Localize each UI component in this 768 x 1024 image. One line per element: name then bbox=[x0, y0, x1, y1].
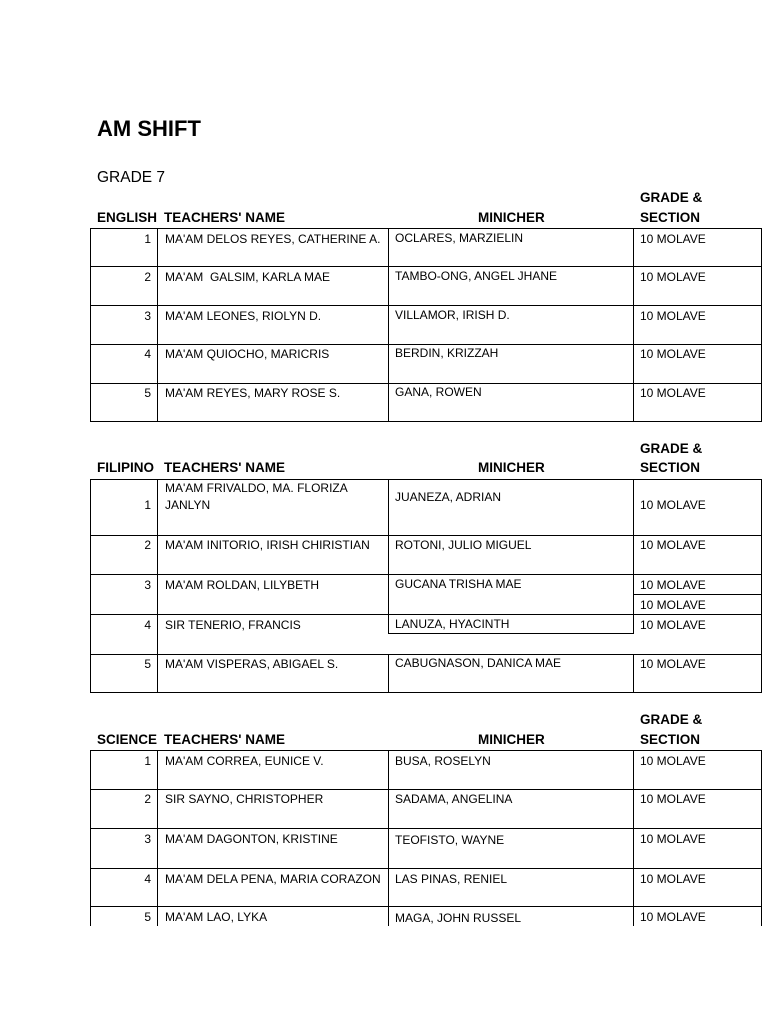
minicher-name: JUANEZA, ADRIAN bbox=[395, 490, 502, 504]
minicher-name: BUSA, ROSELYN bbox=[395, 754, 491, 768]
row-number: 2 bbox=[144, 538, 151, 552]
row-number: 2 bbox=[144, 270, 151, 284]
teacher-name: MA'AM QUIOCHO, MARICRIS bbox=[165, 347, 330, 361]
minicher-name: GANA, ROWEN bbox=[395, 385, 482, 399]
grade-section: 10 MOLAVE bbox=[640, 910, 706, 924]
subject-label-science: SCIENCE bbox=[97, 732, 158, 747]
teacher-name: MA'AM LEONES, RIOLYN D. bbox=[165, 309, 322, 323]
row-number: 3 bbox=[144, 832, 151, 846]
row-number: 5 bbox=[144, 657, 151, 671]
page-bottom-margin bbox=[0, 926, 768, 1024]
teacher-name: MA'AM REYES, MARY ROSE S. bbox=[165, 386, 341, 400]
minicher-name: SADAMA, ANGELINA bbox=[395, 792, 513, 806]
grade-section: 10 MOLAVE bbox=[640, 347, 706, 361]
minicher-header: MINICHER bbox=[478, 210, 545, 225]
teacher-name: MA'AM VISPERAS, ABIGAEL S. bbox=[165, 657, 339, 671]
teacher-name: SIR SAYNO, CHRISTOPHER bbox=[165, 792, 324, 806]
teacher-name: MA'AM CORREA, EUNICE V. bbox=[165, 754, 324, 768]
minicher-name: TEOFISTO, WAYNE bbox=[395, 833, 505, 847]
minicher-name: GUCANA TRISHA MAE bbox=[395, 577, 522, 591]
teacher-name: MA'AM LAO, LYKA bbox=[165, 910, 268, 924]
row-number: 1 bbox=[144, 232, 151, 246]
subject-label-filipino: FILIPINO bbox=[97, 460, 154, 475]
minicher-name: TAMBO-ONG, ANGEL JHANE bbox=[395, 269, 558, 283]
row-number: 5 bbox=[144, 910, 151, 924]
teacher-name: MA'AM GALSIM, KARLA MAE bbox=[165, 270, 330, 284]
grade-section: 10 MOLAVE bbox=[640, 386, 706, 400]
minicher-name: VILLAMOR, IRISH D. bbox=[395, 308, 510, 322]
grade-section: 10 MOLAVE bbox=[640, 872, 706, 886]
row-number: 4 bbox=[144, 347, 151, 361]
row-number: 5 bbox=[144, 386, 151, 400]
row-number: 2 bbox=[144, 792, 151, 806]
grade-section-header-line2: SECTION bbox=[640, 460, 701, 475]
minicher-name: MAGA, JOHN RUSSEL bbox=[395, 911, 522, 925]
grade-section: 10 MOLAVE bbox=[640, 618, 706, 632]
teacher-name-line1: MA'AM FRIVALDO, MA. FLORIZA bbox=[165, 481, 348, 495]
row-number: 3 bbox=[144, 578, 151, 592]
minicher-header: MINICHER bbox=[478, 460, 545, 475]
grade-section: 10 MOLAVE bbox=[640, 498, 706, 512]
teachers-name-header: TEACHERS' NAME bbox=[164, 732, 285, 747]
row-number: 3 bbox=[144, 309, 151, 323]
teacher-name: MA'AM DAGONTON, KRISTINE bbox=[165, 832, 338, 846]
row-number: 1 bbox=[144, 754, 151, 768]
teacher-name: MA'AM DELOS REYES, CATHERINE A. bbox=[165, 232, 381, 246]
grade-label: GRADE 7 bbox=[97, 169, 166, 186]
minicher-name: ROTONI, JULIO MIGUEL bbox=[395, 538, 532, 552]
grade-section: 10 MOLAVE bbox=[640, 578, 706, 592]
grade-section: 10 MOLAVE bbox=[640, 309, 706, 323]
grade-section: 10 MOLAVE bbox=[640, 792, 706, 806]
teacher-name: MA'AM INITORIO, IRISH CHIRISTIAN bbox=[165, 538, 370, 552]
grade-section: 10 MOLAVE bbox=[640, 270, 706, 284]
minicher-name: LANUZA, HYACINTH bbox=[395, 617, 510, 631]
teachers-name-header: TEACHERS' NAME bbox=[164, 460, 285, 475]
row-number: 4 bbox=[144, 872, 151, 886]
grade-section: 10 MOLAVE bbox=[640, 538, 706, 552]
grade-section-extra: 10 MOLAVE bbox=[640, 598, 706, 612]
minicher-name: OCLARES, MARZIELIN bbox=[395, 231, 524, 245]
grade-section-header-line1: GRADE & bbox=[640, 712, 703, 727]
minicher-name: LAS PINAS, RENIEL bbox=[395, 872, 508, 886]
minicher-name: BERDIN, KRIZZAH bbox=[395, 346, 499, 360]
minicher-name: CABUGNASON, DANICA MAE bbox=[395, 656, 562, 670]
minicher-header: MINICHER bbox=[478, 732, 545, 747]
row-number: 1 bbox=[144, 498, 151, 512]
grade-section: 10 MOLAVE bbox=[640, 832, 706, 846]
grade-section: 10 MOLAVE bbox=[640, 657, 706, 671]
page-title: AM SHIFT bbox=[97, 116, 201, 141]
teachers-name-header: TEACHERS' NAME bbox=[164, 210, 285, 225]
row-number: 4 bbox=[144, 618, 151, 632]
grade-section-header-line2: SECTION bbox=[640, 732, 701, 747]
teacher-name: MA'AM ROLDAN, LILYBETH bbox=[165, 578, 320, 592]
grade-section-header-line1: GRADE & bbox=[640, 190, 703, 205]
teacher-name-line2: JANLYN bbox=[165, 498, 211, 512]
subject-label-english: ENGLISH bbox=[97, 210, 158, 225]
grade-section-header-line1: GRADE & bbox=[640, 441, 703, 456]
grade-section-header-line2: SECTION bbox=[640, 210, 701, 225]
grade-section: 10 MOLAVE bbox=[640, 232, 706, 246]
teacher-name: MA'AM DELA PENA, MARIA CORAZON bbox=[165, 872, 381, 886]
teacher-name: SIR TENERIO, FRANCIS bbox=[165, 618, 301, 632]
grade-section: 10 MOLAVE bbox=[640, 754, 706, 768]
